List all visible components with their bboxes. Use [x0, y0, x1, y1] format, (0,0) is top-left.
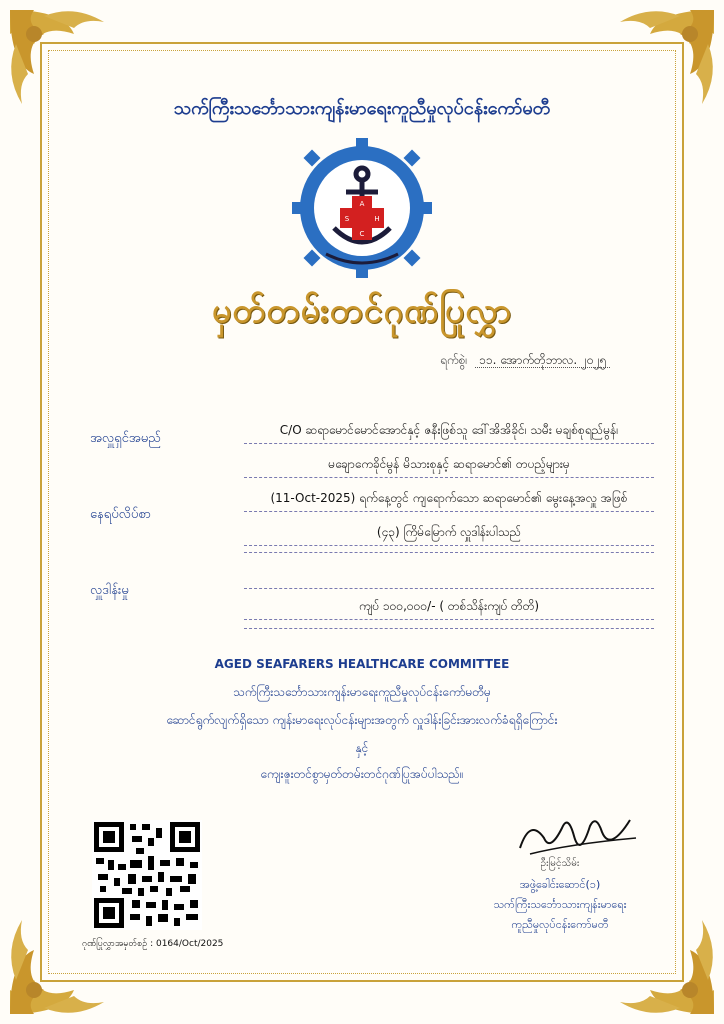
certificate-title: မှတ်တမ်းတင်ဂုဏ်ပြုလွှာ: [211, 291, 513, 331]
statement-line-3: နှင့်: [355, 741, 369, 755]
qr-code[interactable]: [92, 820, 202, 930]
address-label: နေရပ်လိပ်စာ: [90, 507, 151, 522]
signatory-title-2: သက်ကြီးသင်္ဘောသားကျန်းမာရေး: [493, 898, 627, 911]
date-value: ၁၁. အောက်တိုဘာလ. ၂၀၂၅: [475, 353, 610, 368]
logo-letter-c: C: [359, 230, 365, 238]
signatory-title-1: အဖွဲ့ခေါင်းဆောင်(၁): [519, 878, 601, 891]
committee-name-english: AGED SEAFARERS HEALTHCARE COMMITTEE: [214, 657, 510, 671]
ashc-logo: [286, 132, 438, 284]
certificate-number: ဂုဏ်ပြုလွှာအမှတ်စဉ် : 0164/Oct/2025: [82, 939, 224, 949]
address-line-1: (11-Oct-2025) ရက်နေ့တွင် ကျရောက်သော ဆရာမောင်၏ မွေးနေ့အလှူ အဖြစ်: [244, 490, 654, 512]
logo-letter-h: H: [374, 215, 380, 223]
logo-letter-a: A: [359, 200, 365, 208]
statement-line-4: ကျေးဇူးတင်စွာမှတ်တမ်းတင်ဂုဏ်ပြုအပ်ပါသည်။: [260, 767, 464, 781]
donation-blank-line: [244, 588, 654, 589]
organization-title: သက်ကြီးသင်္ဘောသားကျန်းမာရေးကူညီမှုလုပ်ငန်းကော်မတီ: [173, 98, 551, 119]
statement-line-1: သက်ကြီးသင်္ဘောသားကျန်းမာရေးကူညီမှုလုပ်ငန်းကော်မတီမှ: [233, 685, 491, 699]
signatory-title-3: ကူညီမှုလုပ်ငန်းကော်မတီ: [511, 918, 609, 931]
donation-amount: ကျပ် ၁၀၀,၀၀၀/- ( တစ်သိန်းကျပ် တိတိ): [244, 598, 654, 620]
donor-name-line-2: မချောကေခိုင်မွန် မိသားစုနှင့် ဆရာမောင်၏ တပည့်များမှ: [244, 456, 654, 478]
donor-name-line-1: C/O ဆရာမောင်မောင်အောင်နှင့် ဇနီးဖြစ်သူ ဒေါ်အိအိခိုင်၊ သမီး မချစ်စုရည်မွန်၊: [244, 422, 654, 444]
donor-name-label: အလှူရှင်အမည်: [90, 431, 161, 446]
date-label: ရက်စွဲ၊: [440, 353, 468, 367]
issue-date: [440, 352, 610, 370]
donation-label: လှူဒါန်းမှု: [90, 583, 129, 598]
address-blank-line: [244, 552, 654, 553]
logo-letter-s: S: [344, 215, 350, 223]
donation-blank-line-2: [244, 628, 654, 629]
statement-line-2: ဆောင်ရွက်လျက်ရှိသော ကျန်းမာရေးလုပ်ငန်းများအတွက် လှူဒါန်းခြင်းအားလက်ခံရရှိကြောင်း: [166, 713, 558, 727]
address-line-2: (၄၃) ကြိမ်မြောက် လှူဒါန်းပါသည်: [244, 524, 654, 546]
signatory-name: ဦးမြင့်သိမ်း: [540, 858, 580, 869]
